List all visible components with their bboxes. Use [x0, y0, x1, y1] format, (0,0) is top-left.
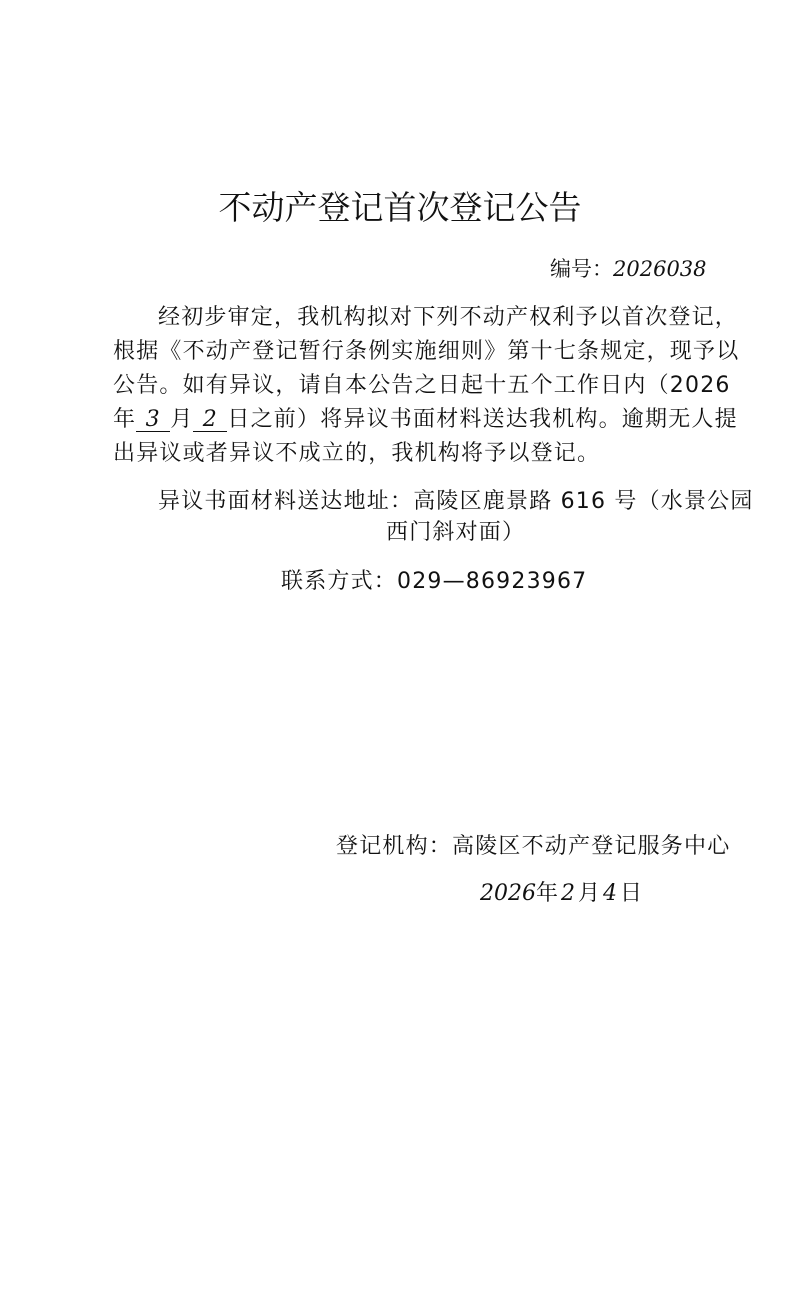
contact-info: 联系方式：029—86923967 [281, 569, 588, 594]
body-line-1: 经初步审定，我机构拟对下列不动产权利予以首次登记， [158, 305, 739, 330]
date-day: 4 [603, 881, 618, 906]
serial-value: 2026038 [613, 257, 707, 281]
body-line-5: 出异议或者异议不成立的，我机构将予以登记。 [113, 441, 601, 466]
day-fill: 2 [193, 408, 227, 432]
serial-label: 编号： [550, 257, 613, 281]
address-line-2: 西门斜对面） [386, 520, 526, 545]
year-unit: 年 [113, 407, 137, 432]
date-month-unit: 月 [578, 881, 601, 906]
date-month: 2 [561, 881, 576, 906]
notice-title: 不动产登记首次登记公告 [218, 188, 582, 227]
registration-org: 登记机构：高陵区不动产登记服务中心 [336, 834, 731, 859]
date-year: 2026 [480, 881, 536, 906]
signature-date [480, 876, 642, 907]
month-unit: 月 [170, 407, 194, 432]
serial-number [550, 253, 707, 283]
body-line-4 [113, 402, 738, 433]
month-fill: 3 [136, 408, 170, 432]
date-year-unit: 年 [536, 881, 559, 906]
body-line-4-rest: 日之前）将异议书面材料送达我机构。逾期无人提 [227, 407, 738, 432]
address-line-1: 异议书面材料送达地址：高陵区鹿景路 616 号（水景公园 [158, 489, 754, 514]
body-line-2: 根据《不动产登记暂行条例实施细则》第十七条规定，现予以 [113, 339, 740, 364]
body-line-3: 公告。如有异议，请自本公告之日起十五个工作日内（2026 [113, 373, 731, 398]
date-day-unit: 日 [620, 881, 643, 906]
